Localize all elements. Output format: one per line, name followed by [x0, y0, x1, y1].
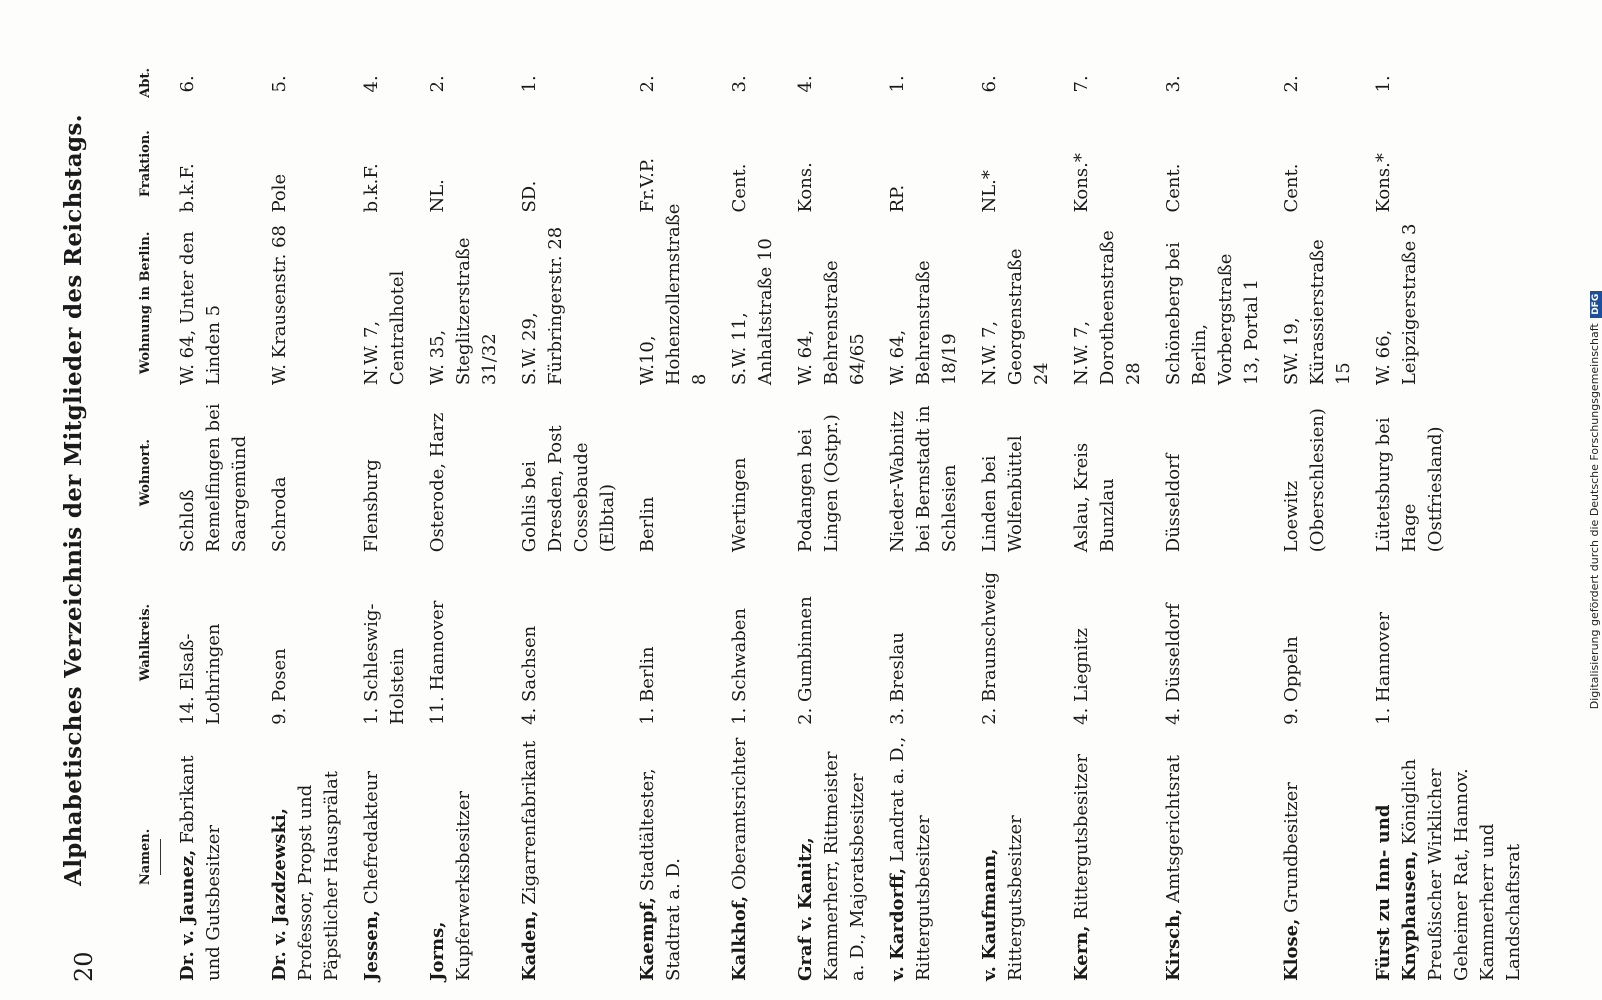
fraktion-cell: Fr.V.P.: [637, 157, 658, 213]
member-occupation: Grundbesitzer: [1281, 782, 1302, 919]
fraktion-cell: Cent.: [729, 163, 750, 213]
member-name-cell: [1279, 729, 1371, 985]
wohnort-cell: Linden bei Wolfenbüttel: [979, 435, 1026, 553]
abteilung-cell: 1.: [519, 75, 540, 93]
member-surname: Kaden,: [519, 910, 540, 981]
wohnort-cell: Düsseldorf: [1163, 453, 1184, 553]
member-name-cell: [425, 729, 517, 985]
wahlkreis-cell: 1. Schleswig-Holstein: [361, 603, 408, 725]
abteilung-cell: 2.: [637, 75, 658, 93]
fraktion-cell: Cent.: [1281, 163, 1302, 213]
column-header-wohnort: Wohnort.: [138, 439, 153, 507]
wahlkreis-cell: 1. Hannover: [1373, 612, 1394, 725]
page-title: Alphabetisches Verzeichnis der Mitglieder des Reichstags.: [60, 114, 87, 886]
dfg-logo: DFG: [1590, 291, 1602, 318]
member-occupation: Königlich Preußischer Wirklicher Geheimer Rat, Hannov. Kammerherr und Landschaftsrat: [1399, 758, 1524, 981]
fraktion-cell: Kons.*: [1071, 153, 1092, 213]
abteilung-cell: 5.: [269, 75, 290, 93]
member-name-cell: [1371, 729, 1541, 985]
member-surname: Kern,: [1071, 925, 1092, 981]
table-row: [1371, 55, 1541, 985]
wahlkreis-cell: 3. Breslau: [887, 632, 908, 725]
table-row: [517, 55, 635, 985]
member-surname: v. Kardorff,: [887, 867, 908, 981]
berlin-address-cell: W. 66, Leipzigerstraße 3: [1373, 223, 1420, 386]
wohnort-cell: Loewitz (Oberschlesien): [1281, 408, 1328, 553]
member-occupation: Professor, Propst und Päpstlicher Hausprälat: [295, 770, 342, 981]
member-occupation: Fabrikant und Gutsbesitzer: [177, 755, 224, 981]
wohnort-cell: Flensburg: [361, 459, 382, 553]
fraktion-cell: Kons.: [795, 162, 816, 213]
member-name-cell: [517, 729, 635, 985]
member-occupation: Zigarrenfabrikant: [519, 740, 540, 911]
abteilung-cell: 4.: [795, 75, 816, 93]
berlin-address-cell: W. 64, Behrenstraße 64/65: [795, 260, 868, 386]
fraktion-cell: b.k.F.: [177, 163, 198, 213]
member-surname: Jorns,: [427, 921, 448, 981]
wohnort-cell: Wertingen: [729, 457, 750, 553]
member-surname: v. Kaufmann,: [979, 848, 1000, 981]
fraktion-cell: b.k.F.: [361, 163, 382, 213]
member-surname: Kaempf,: [637, 896, 658, 981]
fraktion-cell: NL.: [427, 179, 448, 213]
member-occupation: Stadtältester, Stadtrat a. D.: [637, 768, 684, 981]
wohnort-cell: Aslau, Kreis Bunzlau: [1071, 442, 1118, 553]
abteilung-cell: 1.: [887, 75, 908, 93]
berlin-address-cell: W. 64, Behrenstraße 18/19: [887, 260, 960, 386]
member-name-cell: [977, 729, 1069, 985]
wahlkreis-cell: 2. Braunschweig: [979, 571, 1000, 725]
berlin-address-cell: SW. 19, Kürassierstraße 15: [1281, 239, 1354, 386]
table-row: [359, 55, 425, 985]
abteilung-cell: 7.: [1071, 75, 1092, 93]
fraktion-cell: SD.: [519, 180, 540, 213]
abteilung-cell: 6.: [979, 75, 1000, 93]
member-surname: Kalkhof,: [729, 895, 750, 981]
page-number: 20: [70, 951, 98, 982]
column-header-name: Namen.: [120, 729, 175, 985]
berlin-address-cell: Schöneberg bei Berlin, Vorbergstraße 13, Portal 1: [1163, 242, 1262, 386]
member-name-cell: [727, 729, 793, 985]
column-header-wahlkreis: Wahlkreis.: [138, 603, 153, 682]
abteilung-cell: 2.: [427, 75, 448, 93]
berlin-address-cell: W. 35, Steglitzerstraße 31/32: [427, 237, 500, 386]
wohnort-cell: Schroda: [269, 476, 290, 553]
abteilung-cell: 6.: [177, 75, 198, 93]
member-occupation: Kammerherr, Rittmeister a. D., Majoratsbesitzer: [821, 751, 868, 981]
berlin-address-cell: N.W. 7, Dorotheenstraße 28: [1071, 230, 1144, 386]
member-name-cell: [793, 729, 885, 985]
member-name-cell: [359, 729, 425, 985]
table-row: [727, 55, 793, 985]
fraktion-cell: Cent.: [1163, 163, 1184, 213]
table-row: [267, 55, 359, 985]
members-table: [120, 55, 1541, 985]
berlin-address-cell: N.W. 7, Centralhotel: [361, 270, 408, 386]
member-occupation: Kupferwerksbesitzer: [453, 790, 474, 981]
wahlkreis-cell: 4. Sachsen: [519, 625, 540, 725]
table-row: [635, 55, 727, 985]
member-surname: Klose,: [1281, 918, 1302, 981]
wahlkreis-cell: 1. Berlin: [637, 646, 658, 725]
berlin-address-cell: S.W. 29, Fürbringerstr. 28: [519, 226, 566, 386]
wohnort-cell: Gohlis bei Dresden, Post Cossebaude (Elbtal): [519, 425, 618, 553]
member-name-cell: [635, 729, 727, 985]
wahlkreis-cell: 4. Liegnitz: [1071, 627, 1092, 725]
member-occupation: Rittergutsbesitzer: [1005, 815, 1026, 981]
wohnort-cell: Osterode, Harz: [427, 412, 448, 553]
wahlkreis-cell: 4. Düsseldorf: [1163, 603, 1184, 725]
table-row: [1161, 55, 1279, 985]
berlin-address-cell: W. 64, Unter den Linden 5: [177, 231, 224, 386]
wahlkreis-cell: 1. Schwaben: [729, 608, 750, 725]
fraktion-cell: Pole: [269, 173, 290, 213]
abteilung-cell: 3.: [1163, 75, 1184, 93]
member-occupation: Landrat a. D., Rittergutsbesitzer: [887, 736, 934, 981]
member-surname: Dr. v. Jazdzewski,: [269, 807, 290, 981]
table-header-row: [120, 55, 175, 985]
table-row: [977, 55, 1069, 985]
berlin-address-cell: W. Krausenstr. 68: [269, 225, 290, 386]
fraktion-cell: NL.*: [979, 170, 1000, 213]
column-header-fraktion: Fraktion.: [138, 130, 153, 198]
wahlkreis-cell: 11. Hannover: [427, 600, 448, 725]
berlin-address-cell: W.10, Hohenzollernstraße 8: [637, 203, 710, 386]
wohnort-cell: Podangen bei Lingen (Ostpr.): [795, 414, 842, 553]
table-row: [175, 55, 267, 985]
member-occupation: Rittergutsbesitzer: [1071, 753, 1092, 926]
wohnort-cell: Nieder-Wabnitz bei Bernstadt in Schlesien: [887, 405, 960, 553]
member-name-cell: [175, 729, 267, 985]
berlin-address-cell: S.W. 11, Anhaltstraße 10: [729, 238, 776, 386]
fraktion-cell: RP.: [887, 184, 908, 213]
member-surname: Kirsch,: [1163, 908, 1184, 981]
abteilung-cell: 4.: [361, 75, 382, 93]
member-surname: Jessen,: [361, 909, 382, 981]
wahlkreis-cell: 14. Elsaß-Lothringen: [177, 623, 224, 725]
digitization-note-text: Digitalisierung gefördert durch die Deutsche Forschungsgemeinschaft: [1588, 323, 1601, 710]
table-row: [793, 55, 885, 985]
member-name-cell: [1161, 729, 1279, 985]
wahlkreis-cell: 9. Oppeln: [1281, 636, 1302, 725]
berlin-address-cell: N.W. 7, Georgenstraße 24: [979, 248, 1052, 386]
member-occupation: Oberamtsrichter: [729, 737, 750, 896]
member-surname: Fürst zu Inn- und Knyphausen,: [1373, 804, 1420, 981]
table-row: [1069, 55, 1161, 985]
member-surname: Graf v. Kanitz,: [795, 837, 816, 981]
table-row: [425, 55, 517, 985]
member-surname: Dr. v. Jaunez,: [177, 849, 198, 981]
table-row: [885, 55, 977, 985]
column-header-abt: Abt.: [138, 68, 153, 98]
member-name-cell: [267, 729, 359, 985]
digitization-note: [1588, 0, 1602, 1000]
abteilung-cell: 3.: [729, 75, 750, 93]
member-occupation: Chefredakteur: [361, 771, 382, 910]
wohnort-cell: Berlin: [637, 496, 658, 553]
wohnort-cell: Schloß Remelfingen bei Saargemünd: [177, 403, 250, 553]
member-name-cell: [1069, 729, 1161, 985]
member-occupation: Amtsgerichtsrat: [1163, 755, 1184, 909]
abteilung-cell: 2.: [1281, 75, 1302, 93]
fraktion-cell: Kons.*: [1373, 153, 1394, 213]
member-name-cell: [885, 729, 977, 985]
table-row: [1279, 55, 1371, 985]
abteilung-cell: 1.: [1373, 75, 1394, 93]
column-header-berlin: Wohnung in Berlin.: [138, 231, 153, 375]
wohnort-cell: Lütetsburg bei Hage (Ostfriesland): [1373, 417, 1446, 553]
wahlkreis-cell: 9. Posen: [269, 648, 290, 725]
wahlkreis-cell: 2. Gumbinnen: [795, 596, 816, 725]
